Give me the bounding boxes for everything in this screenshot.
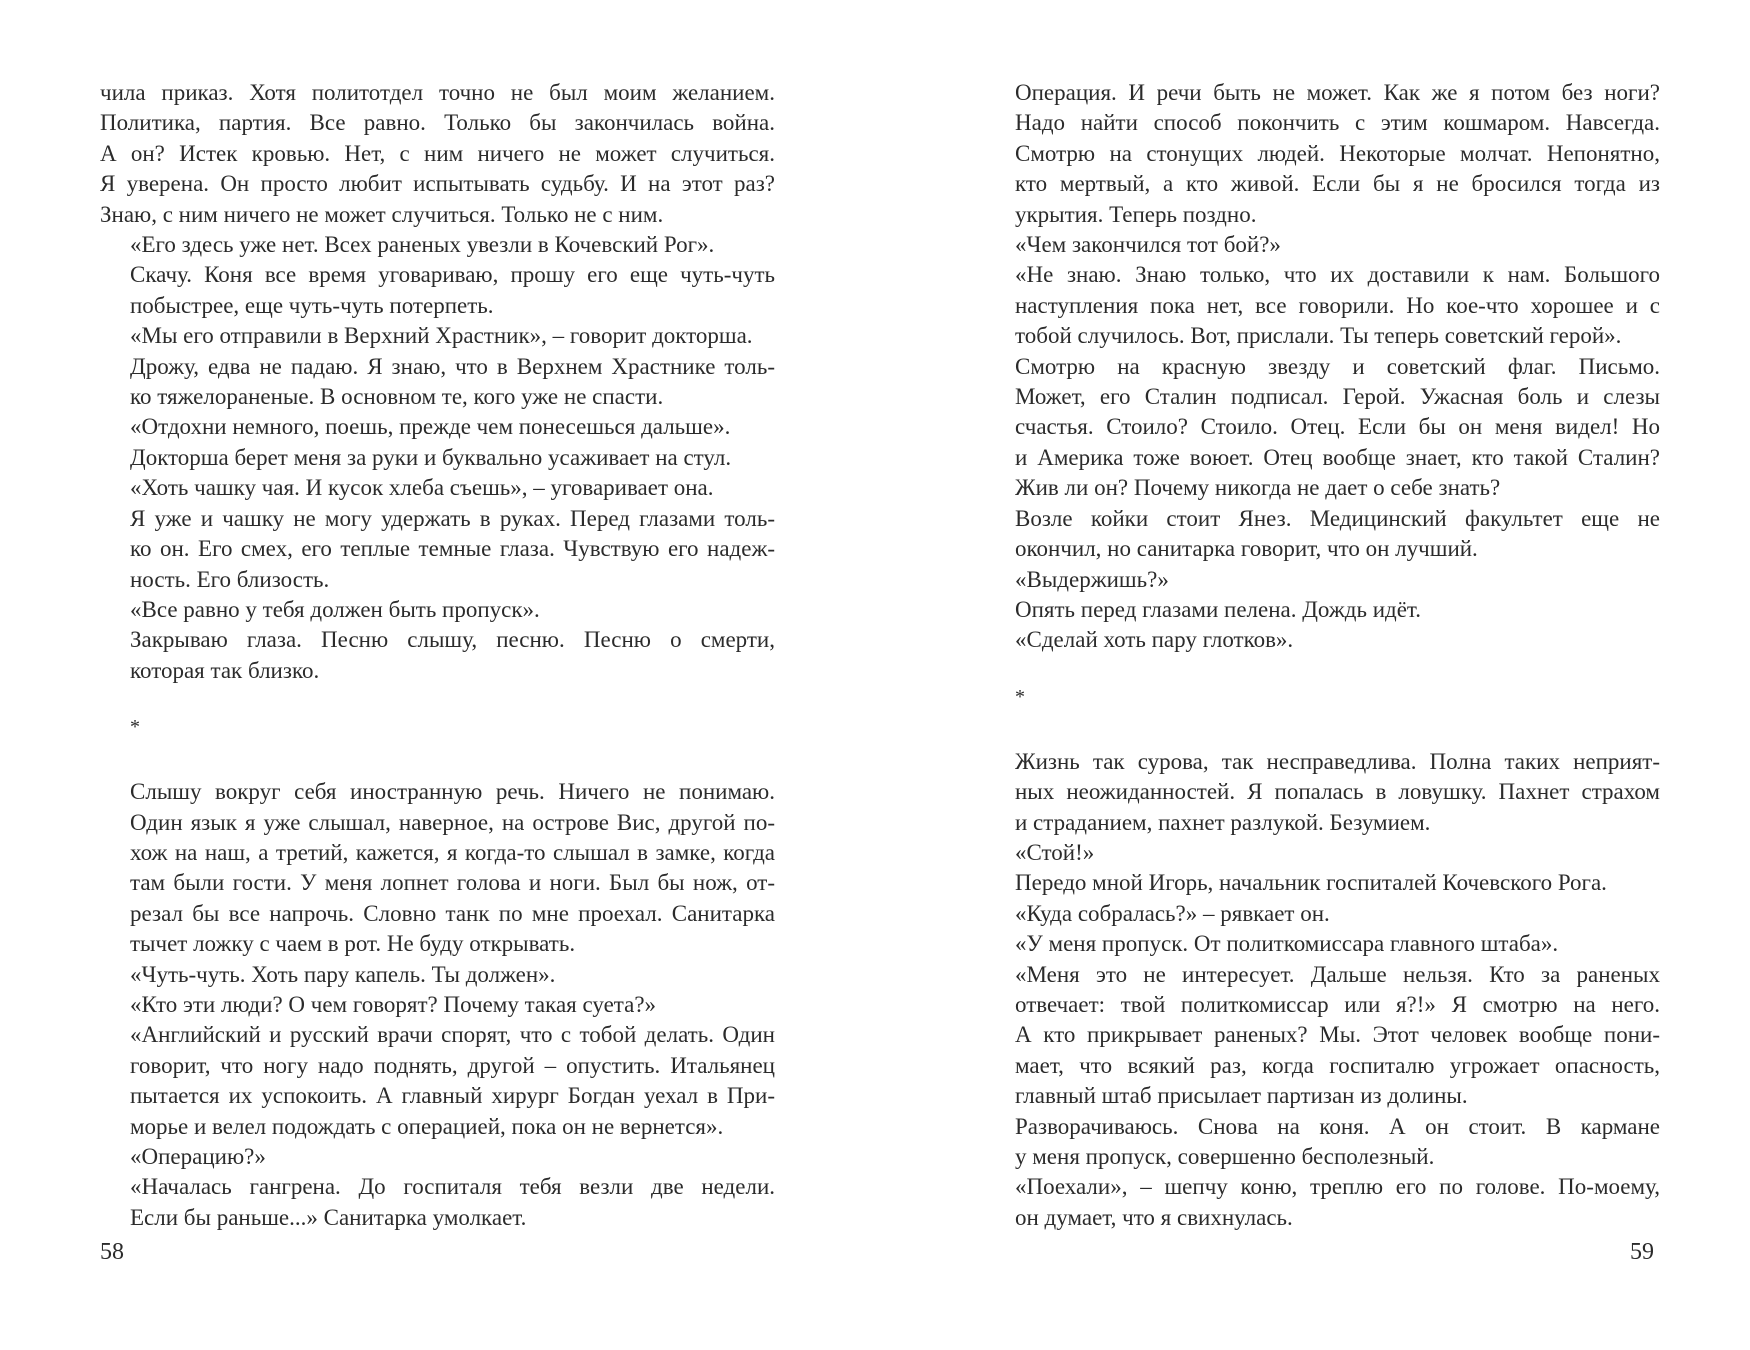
text-line: Может, его Сталин подписал. Герой. Ужасная боль и слезы: [1015, 384, 1660, 410]
text-line: ко тяжелораненые. В основном те, кого уже не спасти.: [130, 384, 664, 410]
paragraph: [985, 625, 1660, 655]
paragraph: [985, 1112, 1660, 1173]
paragraph: [100, 230, 775, 260]
text-line: резал бы все напрочь. Словно танк по мне проехал. Санитарка: [130, 900, 775, 926]
text-line: наступления пока нет, все говорили. Но кое-что хорошее и с: [1015, 292, 1660, 318]
paragraph: [100, 1172, 775, 1233]
text-line: «Чем закончился тот бой?»: [1015, 232, 1281, 258]
text-line: морье и велел подождать с операцией, пока он не вернется».: [130, 1113, 724, 1139]
text-line: Если бы раньше...» Санитарка умолкает.: [130, 1204, 527, 1230]
text-line: Разворачиваюсь. Снова на коня. А он стоит. В кармане: [1015, 1113, 1660, 1139]
left-block-1: [100, 78, 775, 686]
section-separator: [985, 656, 1660, 747]
text-line: Возле койки стоит Янез. Медицинский факультет еще не: [1015, 505, 1660, 531]
text-line: «Его здесь уже нет. Всех раненых увезли в Кочевский Рог».: [130, 232, 715, 258]
paragraph: [100, 990, 775, 1020]
separator-asterisk: *: [1015, 685, 1025, 708]
text-line: и Америка тоже воюет. Отец вообще знает, кто такой Сталин?: [1015, 444, 1660, 470]
paragraph: [100, 777, 775, 959]
text-line: он думает, что я свихнулась.: [1015, 1204, 1293, 1230]
text-line: Смотрю на стонущих людей. Некоторые молчат. Непонятно,: [1015, 140, 1660, 166]
text-line: «Поехали», – шепчу коню, треплю его по голове. По-моему,: [1015, 1174, 1660, 1200]
paragraph: [100, 443, 775, 473]
text-line: «Отдохни немного, поешь, прежде чем понесешься дальше».: [130, 414, 731, 440]
paragraph: [100, 412, 775, 442]
text-line: говорит, что ногу надо поднять, другой – опустить. Итальянец: [130, 1052, 775, 1078]
text-line: Дрожу, едва не падаю. Я знаю, что в Верхнем Храстнике толь-: [130, 353, 775, 379]
text-line: главный штаб присылает партизан из долины.: [1015, 1083, 1468, 1109]
paragraph: [985, 78, 1660, 230]
paragraph: [985, 352, 1660, 504]
paragraph: [100, 595, 775, 625]
page-number-left: 58: [100, 1239, 124, 1265]
text-line: «Мы его отправили в Верхний Храстник», – говорит докторша.: [130, 323, 753, 349]
text-line: «Стой!»: [1015, 839, 1095, 865]
text-line: ко он. Его смех, его теплые темные глаза. Чувствую его надеж-: [130, 536, 775, 562]
paragraph: [100, 504, 775, 595]
text-line: Знаю, с ним ничего не может случиться. Только не с ним.: [100, 201, 664, 227]
paragraph: [985, 929, 1660, 959]
paragraph: [985, 595, 1660, 625]
text-line: чила приказ. Хотя политотдел точно не был моим желанием.: [100, 80, 775, 105]
text-line: хож на наш, а третий, кажется, я когда-то слышал в замке, когда: [130, 839, 775, 865]
paragraph: [985, 960, 1660, 1112]
paragraph: [985, 1172, 1660, 1233]
right-block-1: [985, 78, 1660, 656]
text-line: «Куда собралась?» – рявкает он.: [1015, 900, 1330, 926]
text-line: Передо мной Игорь, начальник госпиталей Кочевского Рога.: [1015, 870, 1607, 896]
text-line: Я уверена. Он просто любит испытывать судьбу. И на этот раз?: [100, 171, 775, 197]
paragraph: [985, 565, 1660, 595]
paragraph: [100, 352, 775, 413]
paragraph: [985, 260, 1660, 351]
text-line: «Началась гангрена. До госпиталя тебя везли две недели.: [130, 1174, 775, 1200]
text-line: ность. Его близость.: [130, 566, 330, 592]
text-line: «Выдержишь?»: [1015, 566, 1169, 592]
paragraph: [100, 473, 775, 503]
text-line: укрытия. Теперь поздно.: [1015, 201, 1257, 227]
left-page: [100, 78, 775, 1233]
text-line: тычет ложку с чаем в рот. Не буду открывать.: [130, 931, 576, 957]
text-line: «Сделай хоть пару глотков».: [1015, 627, 1294, 653]
right-page: [985, 78, 1660, 1233]
text-line: отвечает: твой политкомиссар или я?!» Я смотрю на него.: [1015, 991, 1660, 1017]
paragraph: [100, 260, 775, 321]
paragraph: [100, 1020, 775, 1142]
paragraph: [100, 321, 775, 351]
text-line: мает, что всякий раз, когда госпиталю угрожает опасность,: [1015, 1052, 1660, 1078]
text-line: у меня пропуск, совершенно бесполезный.: [1015, 1144, 1435, 1169]
text-line: Опять перед глазами пелена. Дождь идёт.: [1015, 596, 1421, 622]
text-line: кто мертвый, а кто живой. Если бы я не бросился тогда из: [1015, 171, 1660, 197]
text-line: тобой случилось. Вот, прислали. Ты теперь советский герой».: [1015, 323, 1622, 349]
text-line: Закрываю глаза. Песню слышу, песню. Песню о смерти,: [130, 627, 775, 653]
text-line: «Операцию?»: [130, 1144, 266, 1169]
text-line: «Все равно у тебя должен быть пропуск».: [130, 596, 540, 622]
text-line: Скачу. Коня все время уговариваю, прошу его еще чуть-чуть: [130, 262, 775, 288]
text-line: побыстрее, еще чуть-чуть потерпеть.: [130, 292, 494, 318]
paragraph: [100, 625, 775, 686]
paragraph: [985, 868, 1660, 898]
text-line: Жив ли он? Почему никогда не дает о себе знать?: [1015, 475, 1501, 501]
paragraph: [100, 1142, 775, 1172]
paragraph: [100, 960, 775, 990]
text-line: Жизнь так сурова, так несправедлива. Полна таких неприят-: [1015, 748, 1660, 774]
text-line: Один язык я уже слышал, наверное, на острове Вис, другой по-: [130, 809, 775, 835]
paragraph: [985, 838, 1660, 868]
text-line: и страданием, пахнет разлукой. Безумием.: [1015, 809, 1431, 835]
left-block-2: [100, 777, 775, 1233]
text-line: Надо найти способ покончить с этим кошмаром. Навсегда.: [1015, 110, 1660, 136]
text-line: «Кто эти люди? О чем говорят? Почему такая суета?»: [130, 991, 657, 1017]
text-line: «Чуть-чуть. Хоть пару капель. Ты должен».: [130, 961, 556, 987]
paragraph: [985, 747, 1660, 838]
text-line: Докторша берет меня за руки и буквально усаживает на стул.: [130, 444, 732, 470]
text-line: Слышу вокруг себя иностранную речь. Ничего не понимаю.: [130, 779, 775, 805]
separator-asterisk: *: [130, 716, 140, 739]
paragraph: [985, 504, 1660, 565]
text-line: счастья. Стоило? Стоило. Отец. Если бы он меня видел! Но: [1015, 414, 1660, 440]
text-line: Политика, партия. Все равно. Только бы закончилась война.: [100, 110, 775, 136]
text-line: «Меня это не интересует. Дальше нельзя. Кто за раненых: [1015, 961, 1660, 987]
paragraph: [985, 230, 1660, 260]
page-number-right: 59: [1630, 1239, 1654, 1265]
text-line: «Хоть чашку чая. И кусок хлеба съешь», – уговаривает она.: [130, 475, 714, 501]
text-line: «Не знаю. Знаю только, что их доставили к нам. Большого: [1015, 262, 1660, 288]
right-block-2: [985, 747, 1660, 1234]
paragraph: [100, 78, 775, 230]
section-separator: [100, 686, 775, 777]
paragraph: [985, 899, 1660, 929]
text-line: Я уже и чашку не могу удержать в руках. Перед глазами толь-: [130, 505, 775, 531]
text-line: Смотрю на красную звезду и советский флаг. Письмо.: [1015, 353, 1660, 379]
text-line: ных неожиданностей. Я попалась в ловушку. Пахнет страхом: [1015, 779, 1660, 805]
text-line: «У меня пропуск. От политкомиссара главного штаба».: [1015, 931, 1559, 957]
text-line: А кто прикрывает раненых? Мы. Этот человек вообще пони-: [1015, 1022, 1660, 1048]
text-line: окончил, но санитарка говорит, что он лучший.: [1015, 536, 1478, 562]
text-line: пытается их успокоить. А главный хирург Богдан уехал в При-: [130, 1083, 775, 1109]
text-line: «Английский и русский врачи спорят, что с тобой делать. Один: [130, 1022, 775, 1048]
text-line: там были гости. У меня лопнет голова и ноги. Был бы нож, от-: [130, 870, 775, 896]
text-line: которая так близко.: [130, 657, 320, 683]
text-line: А он? Истек кровью. Нет, с ним ничего не может случиться.: [100, 140, 775, 166]
text-line: Операция. И речи быть не может. Как же я потом без ноги?: [1015, 80, 1660, 105]
